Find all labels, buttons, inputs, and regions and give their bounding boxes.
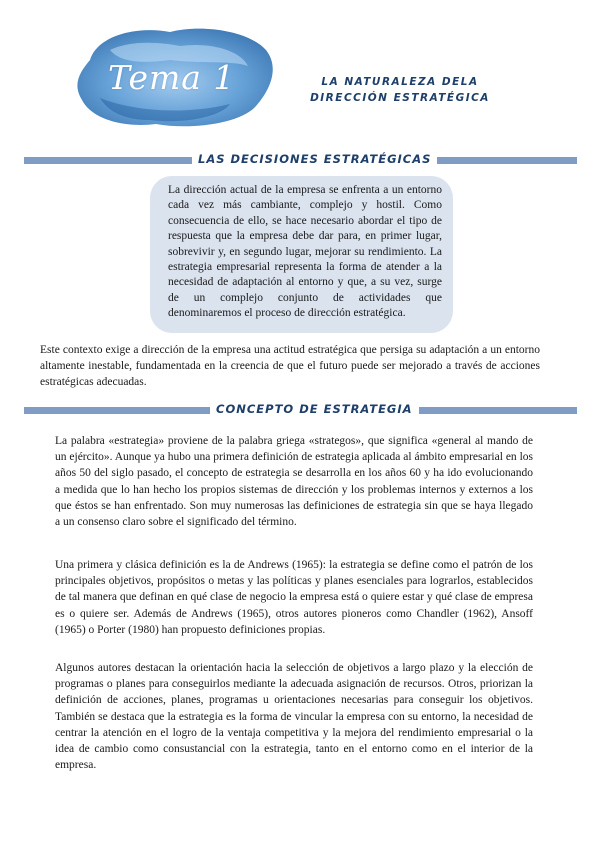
concepto-paragraph-2: Una primera y clásica definición es la de Andrews (1965): la estrategia se define como el patrón de los principales objetivos, propósitos o metas y las políticas y planes esenciales para lograrlos, establecidos de tal manera que definan en qué clase de negocio la empresa está o quiere estar y qué clase de empresa es o quiere ser. Además de Andrews (1965), otros autores pioneros como Chandler (1962), Ansoff (1965) o Porter (1980) han propuesto definiciones propias.: [55, 559, 533, 636]
tema-label: Tema 1: [108, 58, 236, 97]
context-paragraph: Este contexto exige a dirección de la empresa una actitud estratégica que persiga su adaptación a un entorno altamente inestable, fundamentada en la creencia de que el futuro puede ser mejorado a través de acciones estratégicas adecuadas.: [40, 344, 540, 389]
page-title: LA NATURALEZA DELA DIRECCIÓN ESTRATÉGICA: [310, 76, 490, 104]
concepto-paragraph-3: Algunos autores destacan la orientación hacia la selección de objetivos a largo plazo y la elección de programas o planes para conseguirlos mediante la adecuada asignación de recursos. Otros, priorizan la definición de acciones, planes, programas u orientaciones necesarias para conseguir los objetivos. También se destaca que la estrategia es la forma de vincular la empresa con su entorno, la necesidad de centrar la atención en el logro de la ventaja competitiva y la mejora del rendimiento empresarial o la idea de cambio como consustancial con la estrategia, tanto en el entorno como en el interior de la empresa.: [55, 662, 533, 772]
callout-text: La dirección actual de la empresa se enfrenta a un entorno cada vez más cambiante, complejo y hostil. Como consecuencia de ello, se hace necesario abordar el tipo de respuesta que la empresa debe dar para, en primer lugar, sobrevivir y, en segundo lugar, mejorar su rendimiento. La estrategia empresarial representa la forma de atender a la necesidad de adaptación al entorno y que, a su vez, surge de un complejo conjunto de actividades que denominaremos el proceso de dirección estratégica.: [168, 184, 442, 320]
section-heading-decisiones: LAS DECISIONES ESTRATÉGICAS: [192, 152, 437, 166]
concepto-paragraph-1: La palabra «estrategia» proviene de la palabra griega «strategos», que significa «general al mando de un ejército». Aunque ya hubo una primera definición de estrategia aplicada al ámbito empresarial en los años 50 del siglo pasado, el concepto de estrategia se desarrolla en los años 60 y ha ido evolucionando a medida que lo han hecho los propios sistemas de dirección y los problemas internos y externos a los que éstos se han enfrentado. Son muy numerosas las definiciones de estrategia sin que se haya llegado a un consenso claro sobre el significado del término.: [55, 435, 533, 529]
section-heading-concepto: CONCEPTO DE ESTRATEGIA: [210, 402, 419, 416]
